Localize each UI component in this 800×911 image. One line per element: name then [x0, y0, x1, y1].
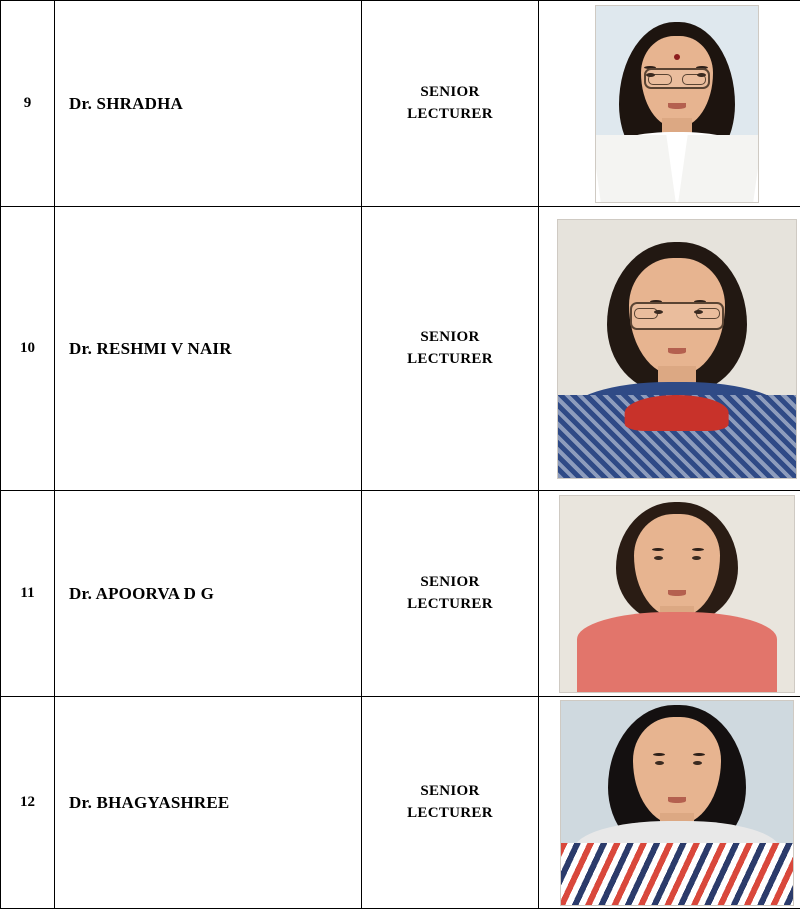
row-name: Dr. RESHMI V NAIR — [55, 207, 362, 491]
table-row — [1, 1, 800, 207]
designation-line-1: SENIOR — [420, 573, 480, 590]
portrait-illustration — [558, 220, 796, 478]
portrait-illustration — [596, 6, 758, 202]
designation-line-2: LECTURER — [407, 804, 493, 821]
photo-wrapper — [539, 219, 800, 479]
photo-wrapper — [539, 700, 800, 906]
row-photo-cell — [539, 491, 800, 697]
row-designation — [362, 207, 539, 491]
table-row — [1, 697, 800, 909]
row-designation — [362, 491, 539, 697]
row-photo-cell — [539, 697, 800, 909]
table-row — [1, 207, 800, 491]
row-sl-no: 10 — [1, 207, 55, 491]
designation-line-2: LECTURER — [407, 105, 493, 122]
portrait-illustration — [561, 701, 793, 905]
row-sl-no: 9 — [1, 1, 55, 207]
designation-line-1: SENIOR — [420, 83, 480, 100]
row-name: Dr. APOORVA D G — [55, 491, 362, 697]
photo-wrapper — [539, 5, 800, 203]
portrait-photo-shradha — [595, 5, 759, 203]
portrait-illustration — [560, 496, 794, 692]
designation-line-2: LECTURER — [407, 595, 493, 612]
portrait-photo-bhagyashree — [560, 700, 794, 906]
row-photo-cell — [539, 207, 800, 491]
row-sl-no: 12 — [1, 697, 55, 909]
row-name: Dr. BHAGYASHREE — [55, 697, 362, 909]
designation-line-2: LECTURER — [407, 350, 493, 367]
row-photo-cell — [539, 1, 800, 207]
row-designation — [362, 1, 539, 207]
row-sl-no: 11 — [1, 491, 55, 697]
row-name: Dr. SHRADHA — [55, 1, 362, 207]
designation-line-1: SENIOR — [420, 328, 480, 345]
designation-line-1: SENIOR — [420, 782, 480, 799]
table-row — [1, 491, 800, 697]
portrait-photo-apoorva-d-g — [559, 495, 795, 693]
portrait-photo-reshmi-v-nair — [557, 219, 797, 479]
row-designation — [362, 697, 539, 909]
photo-wrapper — [539, 495, 800, 693]
